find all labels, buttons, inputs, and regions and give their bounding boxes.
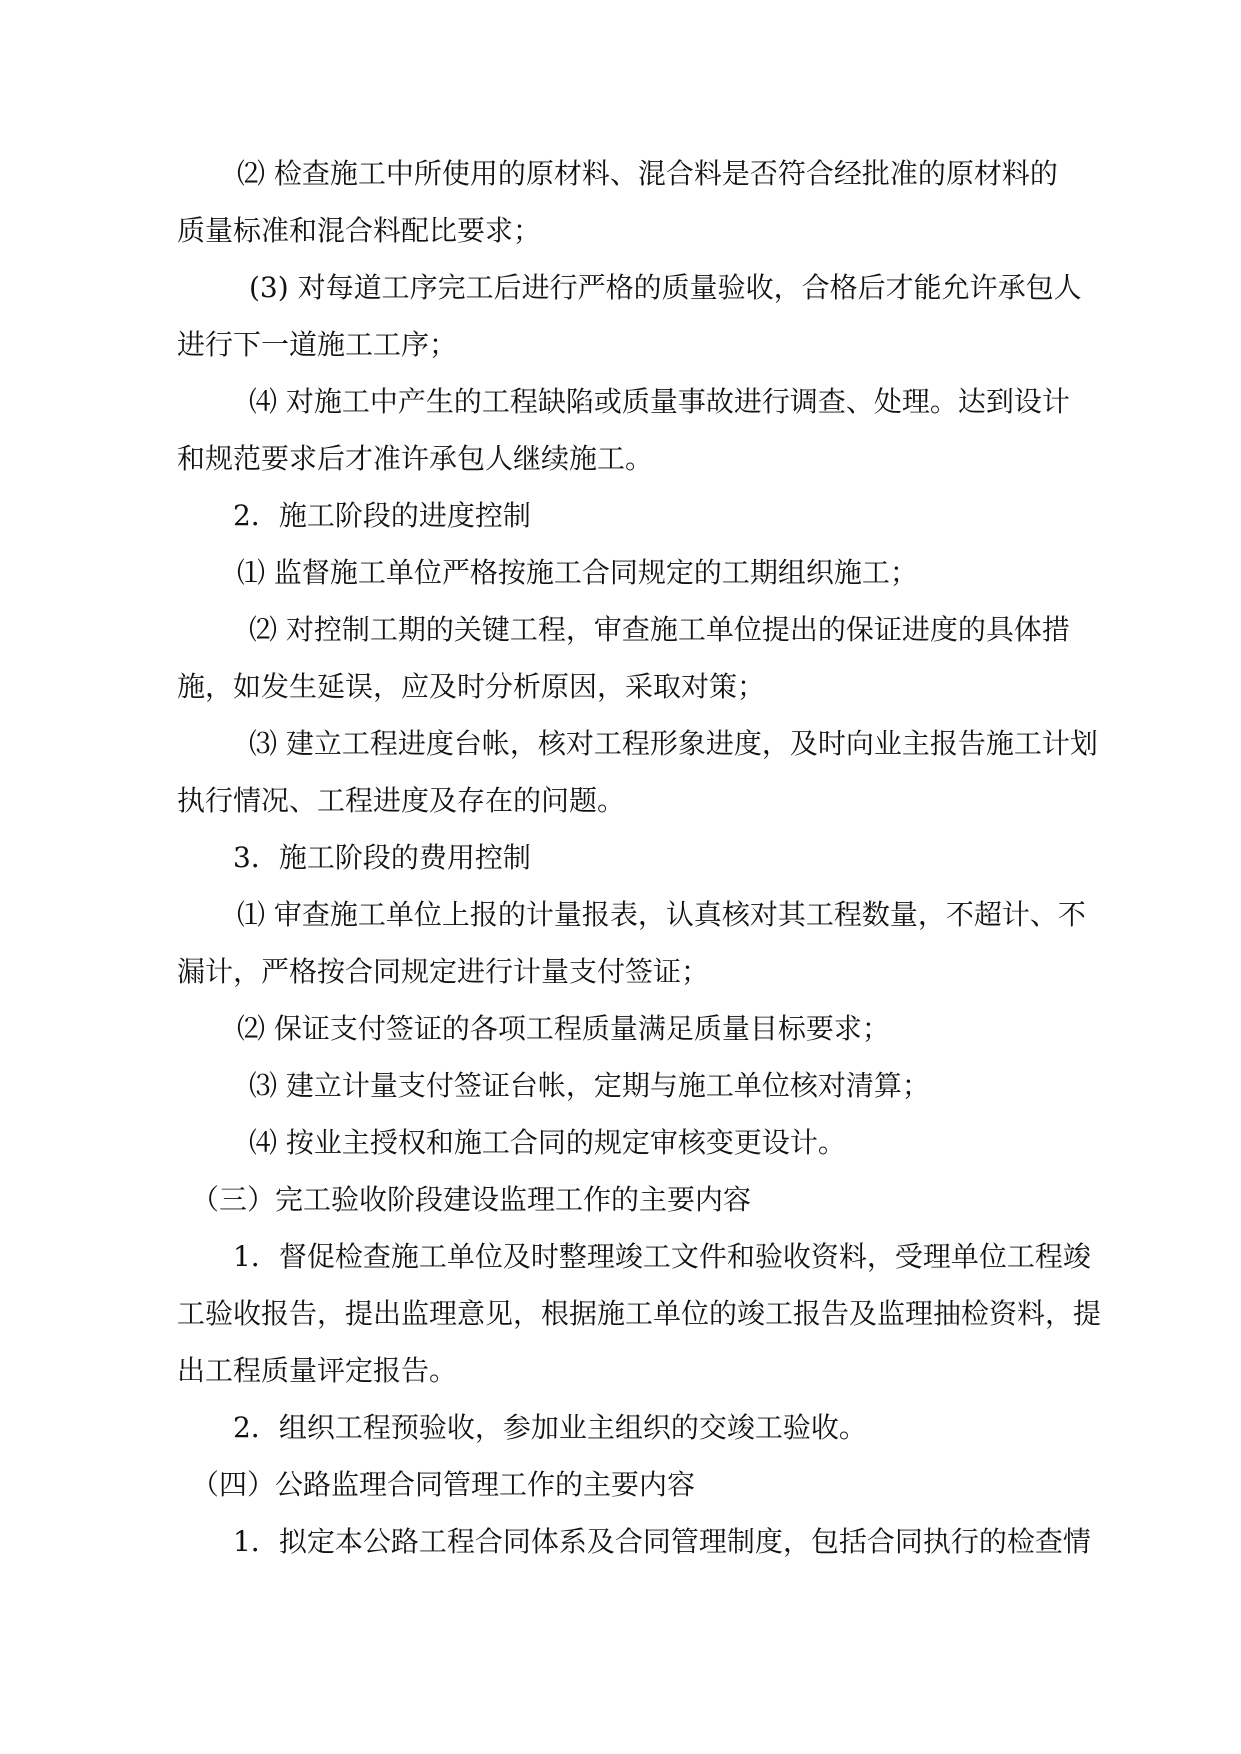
section-heading: （三）完工验收阶段建设监理工作的主要内容	[191, 1183, 752, 1216]
paragraph-line: 漏计，严格按合同规定进行计量支付签证；	[177, 955, 710, 988]
paragraph-line: 1．拟定本公路工程合同体系及合同管理制度，包括合同执行的检查情	[233, 1525, 1091, 1558]
document-body	[177, 145, 1127, 1570]
paragraph-line: ⑴ 审查施工单位上报的计量报表，认真核对其工程数量，不超计、不	[237, 898, 1086, 931]
paragraph-line: ⑵ 检查施工中所使用的原材料、混合料是否符合经批准的原材料的	[237, 157, 1058, 190]
paragraph-line: 2．组织工程预验收，参加业主组织的交竣工验收。	[233, 1411, 867, 1444]
paragraph-line: ⑴ 监督施工单位严格按施工合同规定的工期组织施工；	[237, 556, 918, 589]
section-heading: 2．施工阶段的进度控制	[233, 499, 531, 532]
paragraph-line: 质量标准和混合料配比要求；	[177, 214, 542, 247]
paragraph-line: ⑶ 建立工程进度台帐，核对工程形象进度，及时向业主报告施工计划	[249, 727, 1098, 760]
paragraph-line: ⑷ 对施工中产生的工程缺陷或质量事故进行调查、处理。达到设计	[249, 385, 1070, 418]
paragraph-line: (3) 对每道工序完工后进行严格的质量验收，合格后才能允许承包人	[249, 271, 1082, 304]
paragraph-line: 执行情况、工程进度及存在的问题。	[177, 784, 626, 817]
paragraph-line: 和规范要求后才准许承包人继续施工。	[177, 442, 654, 475]
paragraph-line: ⑶ 建立计量支付签证台帐，定期与施工单位核对清算；	[249, 1069, 930, 1102]
section-heading: 3．施工阶段的费用控制	[233, 841, 531, 874]
paragraph-line: 1．督促检查施工单位及时整理竣工文件和验收资料，受理单位工程竣	[233, 1240, 1091, 1273]
paragraph-line: ⑵ 对控制工期的关键工程，审查施工单位提出的保证进度的具体措	[249, 613, 1070, 646]
paragraph-line: ⑵ 保证支付签证的各项工程质量满足质量目标要求；	[237, 1012, 890, 1045]
section-heading: （四）公路监理合同管理工作的主要内容	[191, 1468, 696, 1501]
paragraph-line: 出工程质量评定报告。	[177, 1354, 458, 1387]
paragraph-line: 工验收报告，提出监理意见，根据施工单位的竣工报告及监理抽检资料，提	[177, 1297, 1102, 1330]
paragraph-line: 进行下一道施工工序；	[177, 328, 458, 361]
paragraph-line: 施，如发生延误，应及时分析原因，采取对策；	[177, 670, 766, 703]
paragraph-line: ⑷ 按业主授权和施工合同的规定审核变更设计。	[249, 1126, 846, 1159]
